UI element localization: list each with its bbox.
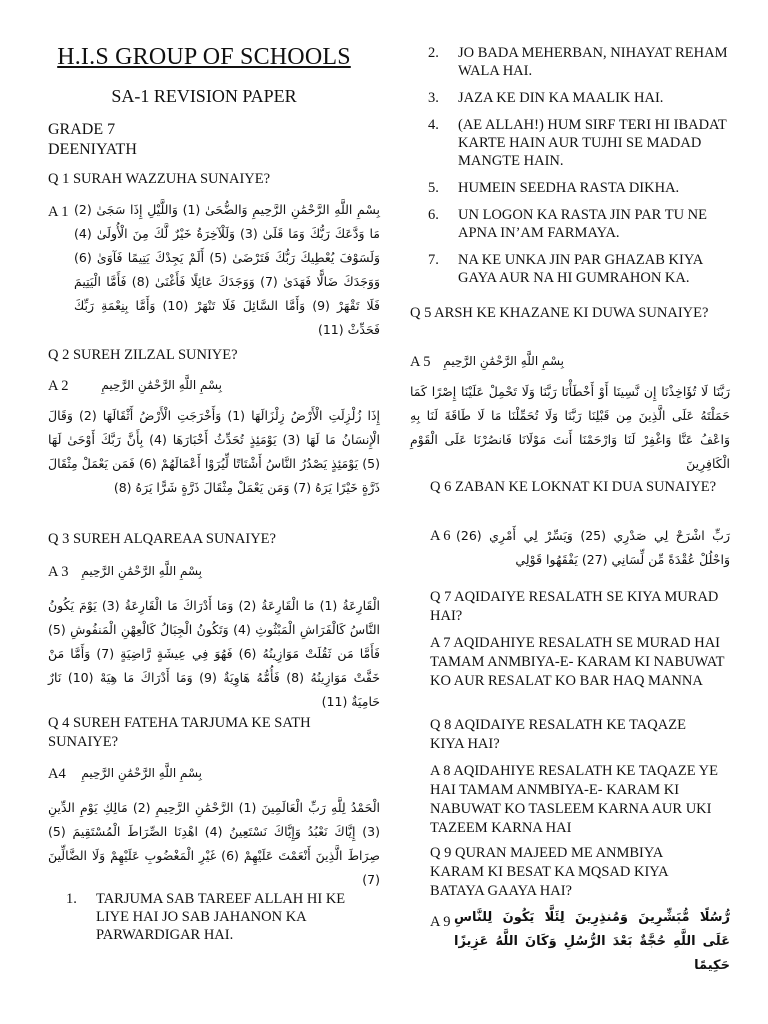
answer-3-label: A 3 <box>48 564 69 580</box>
list-item-number: 1. <box>66 891 77 907</box>
answer-1-label: A 1 <box>48 204 69 220</box>
answer-7: A 7 AQIDAHIYE RESALATH SE MURAD HAI TAMAM ANMBIYA-E- KARAM KI NABUWAT KO AUR RESALAT KO BAR HAQ MANNA <box>430 635 725 689</box>
question-3: Q 3 SUREH ALQAREAA SUNAIYE? <box>48 531 276 547</box>
list-item-number: 4. <box>428 117 439 133</box>
question-6: Q 6 ZABAN KE LOKNAT KI DUA SUNAIYE? <box>430 479 717 495</box>
answer-3-bismillah: بِسْمِ اللَّهِ الرَّحْمَٰنِ الرَّحِيمِ <box>81 564 202 578</box>
list-item-text: JAZA KE DIN KA MAALIK HAI. <box>458 90 664 106</box>
answer-4-arabic: الْحَمْدُ لِلَّهِ رَبِّ الْعَالَمِينَ (1) الرَّحْمَٰنِ الرَّحِيمِ (2) مَالِكِ يَوْمِ الدِّينِ (3) إِيَّاكَ نَعْبُدُ وَإِيَّاكَ نَسْتَعِينُ (4) اهْدِنَا الصِّرَاطَ الْمُسْتَقِيمَ (5) صِرَاطَ الَّذِينَ أَنْعَمْتَ عَلَيْهِمْ (6) غَيْرِ الْمَغْضُوبِ عَلَيْهِمْ وَلَا الضَّالِّينَ (7) <box>48 800 380 887</box>
grade-label: GRADE 7 <box>48 121 116 138</box>
question-5: Q 5 ARSH KE KHAZANE KI DUWA SUNAIYE? <box>410 305 709 321</box>
answer-9-arabic: رُّسُلًا مُّبَشِّرِينَ وَمُنذِرِينَ لِئَلَّا يَكُونَ لِلنَّاسِ عَلَى اللَّهِ حُجَّةٌ بَعْدَ الرُّسُلِ وَكَانَ اللَّهُ عَزِيزًا حَكِيمًا <box>454 910 730 973</box>
answer-3-arabic: الْقَارِعَةُ (1) مَا الْقَارِعَةُ (2) وَمَا أَدْرَاكَ مَا الْقَارِعَةُ (3) يَوْمَ يَكُونُ النَّاسُ كَالْفَرَاشِ الْمَبْثُوثِ (4) وَتَكُونُ الْجِبَالُ كَالْعِهْنِ الْمَنفُوشِ (5) فَأَمَّا مَن ثَقُلَتْ مَوَازِينُهُ (6) فَهُوَ فِي عِيشَةٍ رَّاضِيَةٍ (7) وَأَمَّا مَنْ خَفَّتْ مَوَازِينُهُ (8) فَأُمُّهُ هَاوِيَةٌ (9) وَمَا أَدْرَاكَ مَا هِيَهْ (10) نَارٌ حَامِيَةٌ (11) <box>48 598 380 709</box>
answer-2-label: A 2 <box>48 378 69 394</box>
question-2: Q 2 SUREH ZILZAL SUNIYE? <box>48 347 238 363</box>
list-item <box>428 44 728 80</box>
answer-8: A 8 AQIDAHIYE RESALATH KE TAQAZE YE HAI TAMAM ANMBIYA-E- KARAM KI NABUWAT KO TASLEEM KARNA AUR UKI TAZEEM KARNA HAI <box>430 763 719 836</box>
question-4: Q 4 SUREH FATEHA TARJUMA KE SATH SUNAIYE? <box>48 715 311 750</box>
list-item-text: (AE ALLAH!) HUM SIRF TERI HI IBADAT KARTE HAIN AUR TUJHI SE MADAD MANGTE HAIN. <box>458 117 727 169</box>
paper-subtitle: SA-1 REVISION PAPER <box>111 86 297 106</box>
list-item <box>428 89 728 107</box>
answer-4-label: A4 <box>48 766 66 782</box>
list-item-text: TARJUMA SAB TAREEF ALLAH HI KE LIYE HAI JO SAB JAHANON KA PARWARDIGAR HAI. <box>96 891 346 943</box>
list-item <box>428 251 728 287</box>
subject-label: DEENIYATH <box>48 141 137 158</box>
answer-6-arabic: رَبِّ اشْرَحْ لِي صَدْرِي (25) وَيَسِّرْ لِي أَمْرِي (26) وَاحْلُلْ عُقْدَةً مِّن لِّسَانِي (27) يَفْقَهُوا قَوْلِي <box>456 528 730 567</box>
list-item <box>428 116 728 170</box>
list-item-number: 6. <box>428 207 439 223</box>
answer-6-label: A 6 <box>430 528 451 544</box>
list-item-text: NA KE UNKA JIN PAR GHAZAB KIYA GAYA AUR NA HI GUMRAHON KA. <box>458 252 703 286</box>
list-item <box>428 206 728 242</box>
list-item-text: HUMEIN SEEDHA RASTA DIKHA. <box>458 180 680 196</box>
list-item-text: JO BADA MEHERBAN, NIHAYAT REHAM WALA HAI. <box>458 45 728 79</box>
question-9: Q 9 QURAN MAJEED ME ANMBIYA KARAM KI BESAT KA MQSAD KIYA BATAYA GAAYA HAI? <box>430 845 668 899</box>
list-item <box>428 179 728 197</box>
answer-2-arabic: إِذَا زُلْزِلَتِ الْأَرْضُ زِلْزَالَهَا (1) وَأَخْرَجَتِ الْأَرْضُ أَثْقَالَهَا (2) وَقَالَ الْإِنسَانُ مَا لَهَا (3) يَوْمَئِذٍ تُحَدِّثُ أَخْبَارَهَا (4) بِأَنَّ رَبَّكَ أَوْحَىٰ لَهَا (5) يَوْمَئِذٍ يَصْدُرُ النَّاسُ أَشْتَاتًا لِّيُرَوْا أَعْمَالَهُمْ (6) فَمَن يَعْمَلْ مِثْقَالَ ذَرَّةٍ خَيْرًا يَرَهُ (7) وَمَن يَعْمَلْ مِثْقَالَ ذَرَّةٍ شَرًّا يَرَهُ (8) <box>48 408 380 495</box>
list-item-number: 2. <box>428 45 439 61</box>
answer-5-arabic: رَبَّنَا لَا تُؤَاخِذْنَا إِن نَّسِينَا أَوْ أَخْطَأْنَا رَبَّنَا وَلَا تَحْمِلْ عَلَيْنَا إِصْرًا كَمَا حَمَلْتَهُ عَلَى الَّذِينَ مِن قَبْلِنَا رَبَّنَا وَلَا تُحَمِّلْنَا مَا لَا طَاقَةَ لَنَا بِهِ وَاعْفُ عَنَّا وَاغْفِرْ لَنَا وَارْحَمْنَا أَنتَ مَوْلَانَا فَانصُرْنَا عَلَى الْقَوْمِ الْكَافِرِينَ <box>410 384 730 471</box>
question-7: Q 7 AQIDAIYE RESALATH SE KIYA MURAD HAI? <box>430 589 719 624</box>
question-8: Q 8 AQIDAIYE RESALATH KE TAQAZE KIYA HAI? <box>430 717 686 752</box>
list-item <box>66 890 352 944</box>
list-item-number: 5. <box>428 180 439 196</box>
answer-1-arabic: بِسْمِ اللَّهِ الرَّحْمَٰنِ الرَّحِيمِ وَالضُّحَىٰ (1) وَاللَّيْلِ إِذَا سَجَىٰ (2) مَا وَدَّعَكَ رَبُّكَ وَمَا قَلَىٰ (3) وَلَلْآخِرَةُ خَيْرٌ لَّكَ مِنَ الْأُولَىٰ (4) وَلَسَوْفَ يُعْطِيكَ رَبُّكَ فَتَرْضَىٰ (5) أَلَمْ يَجِدْكَ يَتِيمًا فَآوَىٰ (6) وَوَجَدَكَ ضَالًّا فَهَدَىٰ (7) وَوَجَدَكَ عَائِلًا فَأَغْنَىٰ (8) فَأَمَّا الْيَتِيمَ فَلَا تَقْهَرْ (9) وَأَمَّا السَّائِلَ فَلَا تَنْهَرْ (10) وَأَمَّا بِنِعْمَةِ رَبِّكَ فَحَدِّثْ (11) <box>74 202 381 337</box>
answer-2-bismillah: بِسْمِ اللَّهِ الرَّحْمَٰنِ الرَّحِيمِ <box>101 378 222 392</box>
school-title: H.I.S GROUP OF SCHOOLS <box>57 44 351 70</box>
grade-block <box>48 120 137 160</box>
list-item-number: 3. <box>428 90 439 106</box>
answer-5-bismillah: بِسْمِ اللَّهِ الرَّحْمَٰنِ الرَّحِيمِ <box>443 354 564 368</box>
answer-5-label: A 5 <box>410 354 431 370</box>
question-1: Q 1 SURAH WAZZUHA SUNAIYE? <box>48 171 271 187</box>
list-item-number: 7. <box>428 252 439 268</box>
list-item-text: UN LOGON KA RASTA JIN PAR TU NE APNA IN’AM FARMAYA. <box>458 207 707 241</box>
translation-list-left <box>66 890 352 944</box>
answer-9-label: A 9 <box>430 914 451 930</box>
answer-4-bismillah: بِسْمِ اللَّهِ الرَّحْمَٰنِ الرَّحِيمِ <box>81 766 202 780</box>
translation-list-right <box>428 44 728 287</box>
